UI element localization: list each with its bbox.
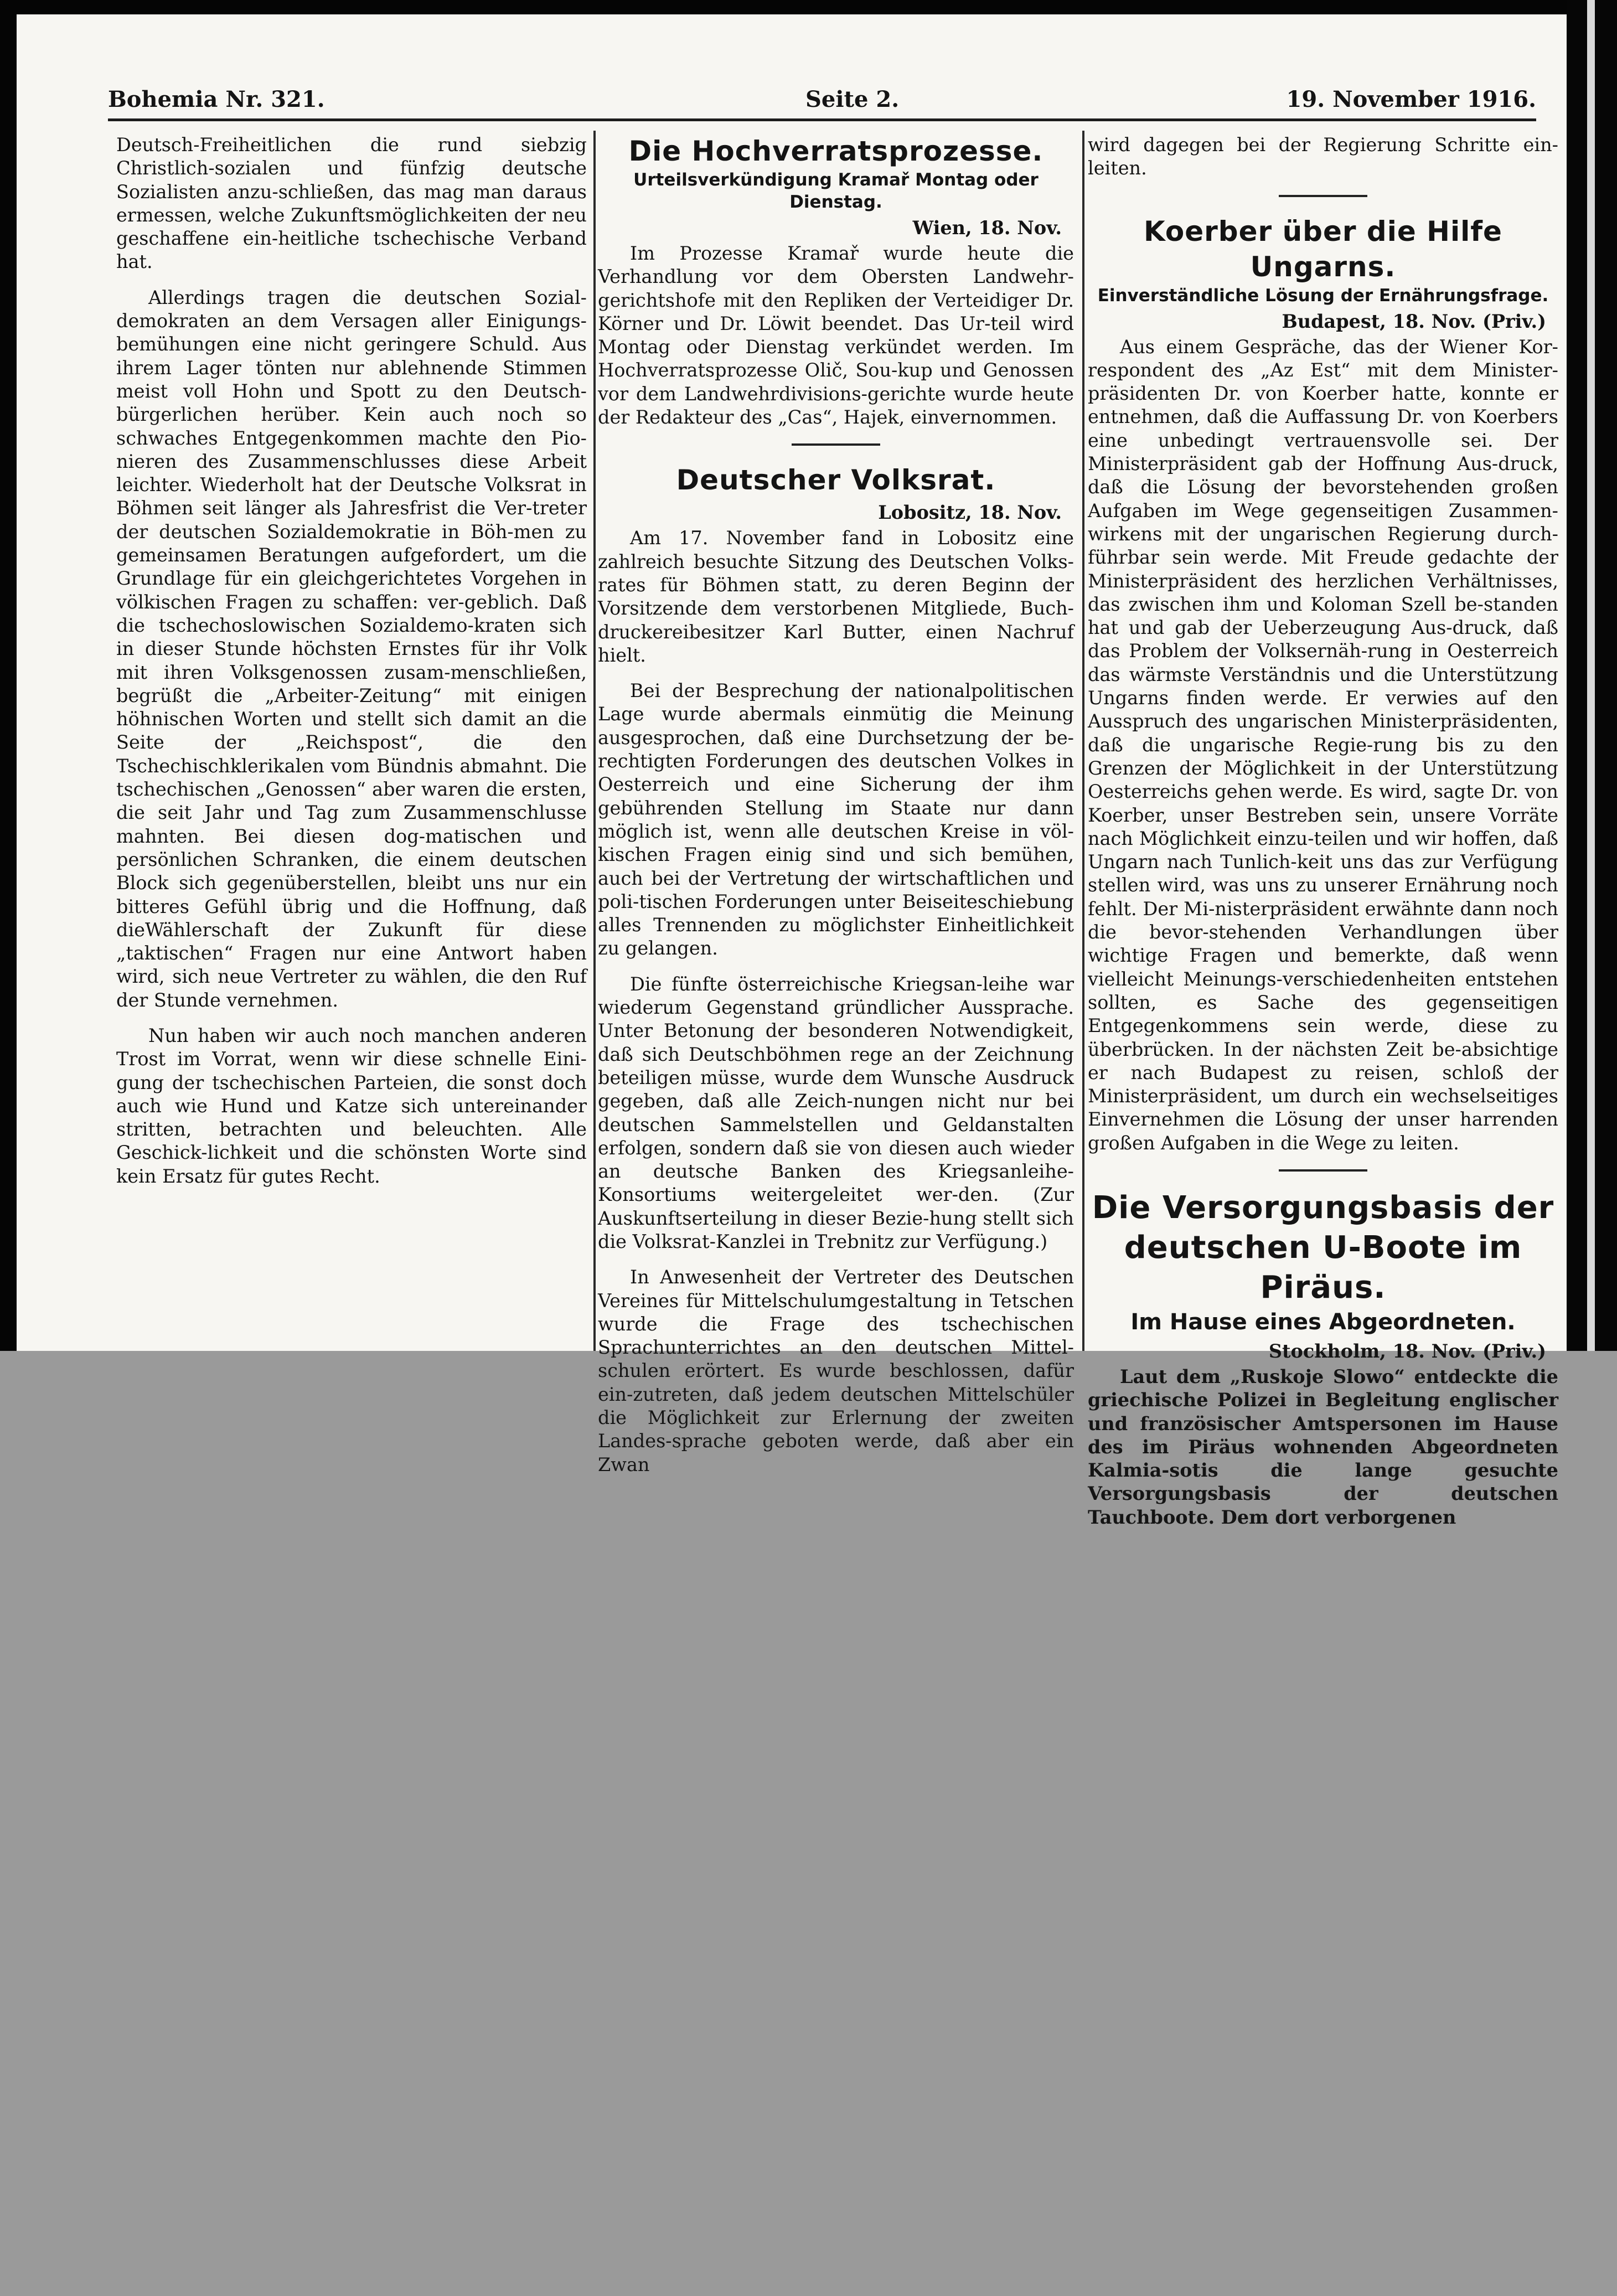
article-title: Koerber über die Hilfe Ungarns. (1144, 215, 1502, 283)
paragraph: Am 17. November fand in Lobositz eine zahlreich besuchte Sitzung des Deutschen Volks-rates für Böhmen statt, zu deren Beginn der Vorsitzende dem verstorbenen Mitgliede, Buch-druckereibesitzer Karl Butter, einen Nachruf hielt. (598, 527, 1074, 666)
page-header (108, 86, 1536, 125)
paragraph: wird dagegen bei der Regierung Schritte ein-leiten. (1088, 134, 1558, 179)
newspaper-page (17, 14, 1567, 1528)
paragraph: Allerdings tragen die deutschen Sozial-demokraten an dem Versagen aller Einigungs-bemühungen eine nicht geringere Schuld. Aus ihrem Lager tönten nur ablehnende Stimmen meist voll Hohn und Spott zu den Deutsch-bürgerlichen herüber. Kein auch noch so schwaches Entgegenkommen machte den Pio-nieren des Zusammenschlusses diese Arbeit leichter. Wiederholt hat der Deutsche Volksrat in Böhmen seit länger als Jahresfrist die Ver-treter der deutschen Sozialdemokratie in Böh-men zu gemeinsamen Beratungen aufgefordert, um die Grundlage für ein gleichgerichtetes Vorgehen in völkischen Fragen zu schaffen: ver-geblich. Daß die tschechoslowischen Sozialdemo-kraten sich in dieser Stunde höchsten Ernstes für ihr Volk mit ihren Volksgenossen zusam-menschließen, begrüßt die „Arbeiter-Zeitung“ mit einigen höhnischen Worten und stellt sich damit an die Seite der „Reichspost“, die den Tschechischklerikalen vom Bündnis abmahnt. Die tschechischen „Genossen“ aber waren die ersten, die seit Jahr und Tag zum Zusammenschlusse mahnten. Bei diesen dog-matischen und persönlichen Schranken, die einem deutschen Block sich gegenüberstellen, bleibt uns nur ein bitteres Gefühl übrig und die Hoffnung, daß dieWählerschaft der Zukunft für diese „taktischen“ Fragen nur eine Antwort haben wird, sich neue Vertreter zu wählen, die den Ruf der Stunde vernehmen. (116, 286, 587, 1011)
column-2 (598, 133, 1074, 1477)
article-subtitle: Im Hause eines Abgeordneten. (1130, 1309, 1516, 1335)
header-rule (108, 118, 1536, 121)
article-dateline: Lobositz, 18. Nov. (878, 502, 1062, 524)
header-newspaper-number: Bohemia Nr. 321. (108, 86, 325, 112)
paragraph: Bei der Besprechung der nationalpolitischen Lage wurde abermals einmütig die Meinung ausgesprochen, daß eine Durchsetzung der be-rechtigten Forderungen des deutschen Volkes in Oesterreich und eine Sicherung der ihm gebührenden Stellung im Staate nur dann möglich ist, wenn alle deutschen Kreise in völ-kischen Fragen einig sind und sich bemühen, auch bei der Vertretung der wirtschaftlichen und poli-tischen Forderungen unter Beiseiteschiebung alles Trennenden zu möglichster Einheitlichkeit zu gelangen. (598, 680, 1074, 959)
paragraph: Nun haben wir auch noch manchen anderen Trost im Vorrat, wenn wir diese schnelle Eini-gung der tschechischen Parteien, die sonst doch auch wie Hund und Katze sich untereinander stritten, betrachten und beleuchten. Alle Geschick-lichkeit und die schönsten Worte sind kein Ersatz für gutes Recht. (116, 1024, 587, 1187)
paragraph: Die fünfte österreichische Kriegsan-leihe war wiederum Gegenstand gründlicher Aussprache. Unter Betonung der besonderen Notwendigkeit, daß sich Deutschböhmen rege an der Zeichnung beteiligen müsse, wurde dem Wunsche Ausdruck gegeben, daß alle Zeich-nungen nicht nur bei deutschen Sammelstellen und Geldanstalten erfolgen, sondern daß sie von diesen auch wieder an deutsche Banken des Kriegsanleihe-Konsortiums weitergeleitet wer-den. (Zur Auskunftserteilung in dieser Bezie-hung stellt sich die Volksrat-Kanzlei in Trebnitz zur Verfügung.) (598, 973, 1074, 1252)
article-dateline: Stockholm, 18. Nov. (Priv.) (1268, 1340, 1546, 1362)
article-subtitle: Urteilsverkündigung Kramař Montag oder Dienstag. (633, 170, 1039, 212)
paragraph: Laut dem „Ruskoje Slowo“ entdeckte die griechische Polizei in Begleitung englischer und französischer Amtspersonen im Hause des im Piräus wohnenden Abgeordneten Kalmia-sotis die lange gesuchte Versorgungsbasis der deutschen Tauchboote. Dem dort verborgenen (1088, 1365, 1558, 1528)
article-separator (792, 443, 880, 446)
article-dateline: Wien, 18. Nov. (912, 217, 1062, 239)
paragraph: Im Prozesse Kramař wurde heute die Verhandlung vor dem Obersten Landwehr-gerichtshofe mit den Repliken der Verteidiger Dr. Körner und Dr. Löwit beendet. Das Ur-teil wird Montag oder Dienstag verkündet werden. Im Hochverratsprozesse Olič, Sou-kup und Genossen vor dem Landwehrdivisions-gerichte wurde heute der Redakteur des „Cas“, Hajek, einvernommen. (598, 243, 1074, 429)
article-title: Die Hochverratsprozesse. (628, 135, 1043, 167)
article-dateline: Budapest, 18. Nov. (Priv.) (1282, 310, 1546, 332)
column-3 (1088, 133, 1558, 1529)
header-date: 19. November 1916. (1286, 86, 1536, 112)
article-separator (1279, 195, 1367, 197)
article-subtitle: Einverständliche Lösung der Ernährungsfrage. (1097, 285, 1549, 306)
column-divider (1082, 131, 1084, 1351)
paragraph: In Anwesenheit der Vertreter des Deutschen Vereines für Mittelschulumgestaltung in Tetschen wurde die Frage des tschechischen Sprachunterrichtes an den deutschen Mittel-schulen erörtert. Es wurde beschlossen, dafür ein-zutreten, daß jedem deutschen Mittelschüler die Möglichkeit zur Erlernung der zweiten Landes-sprache geboten werde, daß aber ein Zwan (598, 1266, 1074, 1475)
scan-edge (1567, 0, 1617, 1351)
paragraph: Deutsch-Freiheitlichen die rund siebzig Christlich-sozialen und fünfzig deutsche Sozialisten anzu-schließen, das mag man daraus ermessen, welche Zukunftsmöglichkeiten der neu geschaffene ein-heitliche tschechische Verband hat. (116, 134, 587, 273)
article-title: Die Versorgungsbasis der deutschen U-Boote im Piräus. (1092, 1189, 1554, 1306)
column-1 (116, 133, 587, 1188)
header-page-number: Seite 2. (805, 86, 900, 112)
article-separator (1279, 1169, 1367, 1172)
paragraph: Aus einem Gespräche, das der Wiener Kor-respondent des „Az Est“ mit dem Minister-präsidenten Dr. von Koerber hatte, konnte er entnehmen, daß die Auffassung Dr. von Koerbers eine unbedingt vertrauensvolle sei. Der Ministerpräsident gab der Hoffnung Aus-druck, daß die Lösung der bevorstehenden großen Aufgaben im Wege gegenseitigen Zusammen-wirkens mit der ungarischen Regierung durch-führbar sein werde. Mit Freude gedachte der Ministerpräsident des herzlichen Verhältnisses, das zwischen ihm und Koloman Szell be-standen hat und gab der Ueberzeugung Aus-druck, daß das Problem der Volksernäh-rung in Oesterreich das wärmste Verständnis und die Unterstützung Ungarns finden werde. Er verwies auf den Ausspruch des ungarischen Ministerpräsidenten, daß die ungarische Regie-rung bis zu den Grenzen der Möglichkeit in der Unterstützung Oesterreichs gehen werde. Es wird, sagte Dr. von Koerber, unser Bestreben sein, unsere Vorräte nach Möglichkeit einzu-teilen und wir hoffen, daß Ungarn nach Tunlich-keit uns das zur Verfügung stellen wird, was uns zu unserer Ernährung noch fehlt. Der Mi-nisterpräsident erwähnte dann noch die bevor-stehenden Verhandlungen über wichtige Fragen und bemerkte, daß wenn vielleicht Meinungs-verschiedenheiten entstehen sollten, es Sache des gegenseitigen Entgegenkommens sein werde, diese zu überbrücken. In der nächsten Zeit be-absichtige er nach Budapest zu reisen, schloß der Ministerpräsident, um durch ein wechselseitiges Einvernehmen die Lösung der unser harrenden großen Aufgaben in die Wege zu leiten. (1088, 336, 1558, 1154)
article-title: Deutscher Volksrat. (676, 464, 996, 497)
column-divider (593, 131, 596, 1351)
